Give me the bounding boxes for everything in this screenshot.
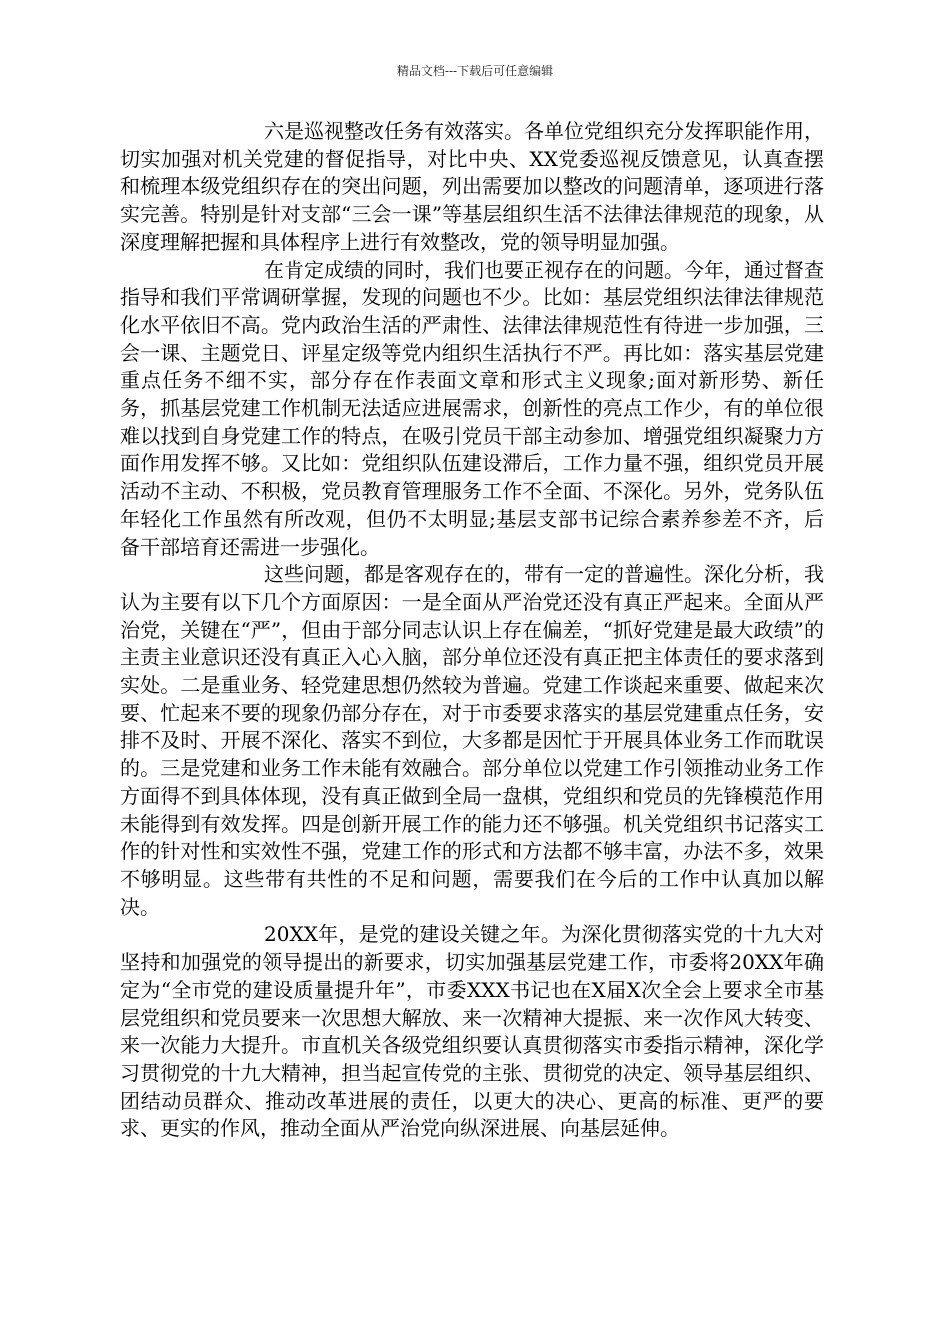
document-body (120, 118, 824, 1143)
paragraph-cause-analysis: 这些问题，都是客观存在的，带有一定的普遍性。深化分析，我认为主要有以下几个方面原因：一是全面从严治党还没有真正严起来。全面从严治党，关键在“严”，但由于部分同志认识上存在偏差，“抓好党建是最大政绩”的主责主业意识还没有真正入心入脑，部分单位还没有真正把主体责任的要求落到实处。二是重业务、轻党建思想仍然较为普遍。党建工作谈起来重要、做起来次要、忙起来不要的现象仍部分存在，对于市委要求落实的基层党建重点任务，安排不及时、开展不深化、落实不到位，大多都是因忙于开展具体业务工作而耽误的。三是党建和业务工作未能有效融合。部分单位以党建工作引领推动业务工作方面得不到具体体现，没有真正做到全局一盘棋，党组织和党员的先锋模范作用未能得到有效发挥。四是创新开展工作的能力还不够强。机关党组织书记落实工作的针对性和实效性不强，党建工作的形式和方法都不够丰富，办法不多，效果不够明显。这些带有共性的不足和问题，需要我们在今后的工作中认真加以解决。 (120, 562, 824, 919)
paragraph-annual-goals: 20XX年，是党的建设关键之年。为深化贯彻落实党的十九大对坚持和加强党的领导提出的新要求，切实加强基层党建工作，市委将20XX年确定为“全市党的建设质量提升年”，市委XXX书记也在X届X次全会上要求全市基层党组织和党员要来一次思想大解放、来一次精神大提振、来一次作风大转变、来一次能力大提升。市直机关各级党组织要认真贯彻落实市委指示精神，深化学习贯彻党的十九大精神，担当起宣传党的主张、贯彻党的决定、领导基层组织、团结动员群众、推动改革进展的责任，以更大的决心、更高的标准、更严的要求、更实的作风，推动全面从严治党向纵深进展、向基层延伸。 (120, 922, 824, 1141)
page-header: 精品文档---下载后可任意编辑 (396, 64, 554, 78)
paragraph-inspection-rectification: 六是巡视整改任务有效落实。各单位党组织充分发挥职能作用，切实加强对机关党建的督促指导，对比中央、XX党委巡视反馈意见，认真查摆和梳理本级党组织存在的突出问题，列出需要加以整改的问题清单，逐项进行落实完善。特别是针对支部“三会一课”等基层组织生活不法律法律规范的现象，从深度理解把握和具体程序上进行有效整改，党的领导明显加强。 (120, 119, 824, 254)
paragraph-existing-problems: 在肯定成绩的同时，我们也要正视存在的问题。今年，通过督查指导和我们平常调研掌握，发现的问题也不少。比如：基层党组织法律法律规范化水平依旧不高。党内政治生活的严肃性、法律法律规范性有待进一步加强，三会一课、主题党日、评星定级等党内组织生活执行不严。再比如：落实基层党建重点任务不细不实，部分存在作表面文章和形式主义现象;面对新形势、新任务，抓基层党建工作机制无法适应进展需求，创新性的亮点工作少，有的单位很难以找到自身党建工作的特点，在吸引党员干部主动参加、增强党组织凝聚力方面作用发挥不够。又比如：党组织队伍建设滞后，工作力量不强，组织党员开展活动不主动、不积极，党员教育管理服务工作不全面、不深化。另外，党务队伍年轻化工作虽然有所改观，但仍不太明显;基层支部书记综合素养参差不齐，后备干部培育还需进一步强化。 (120, 257, 824, 559)
